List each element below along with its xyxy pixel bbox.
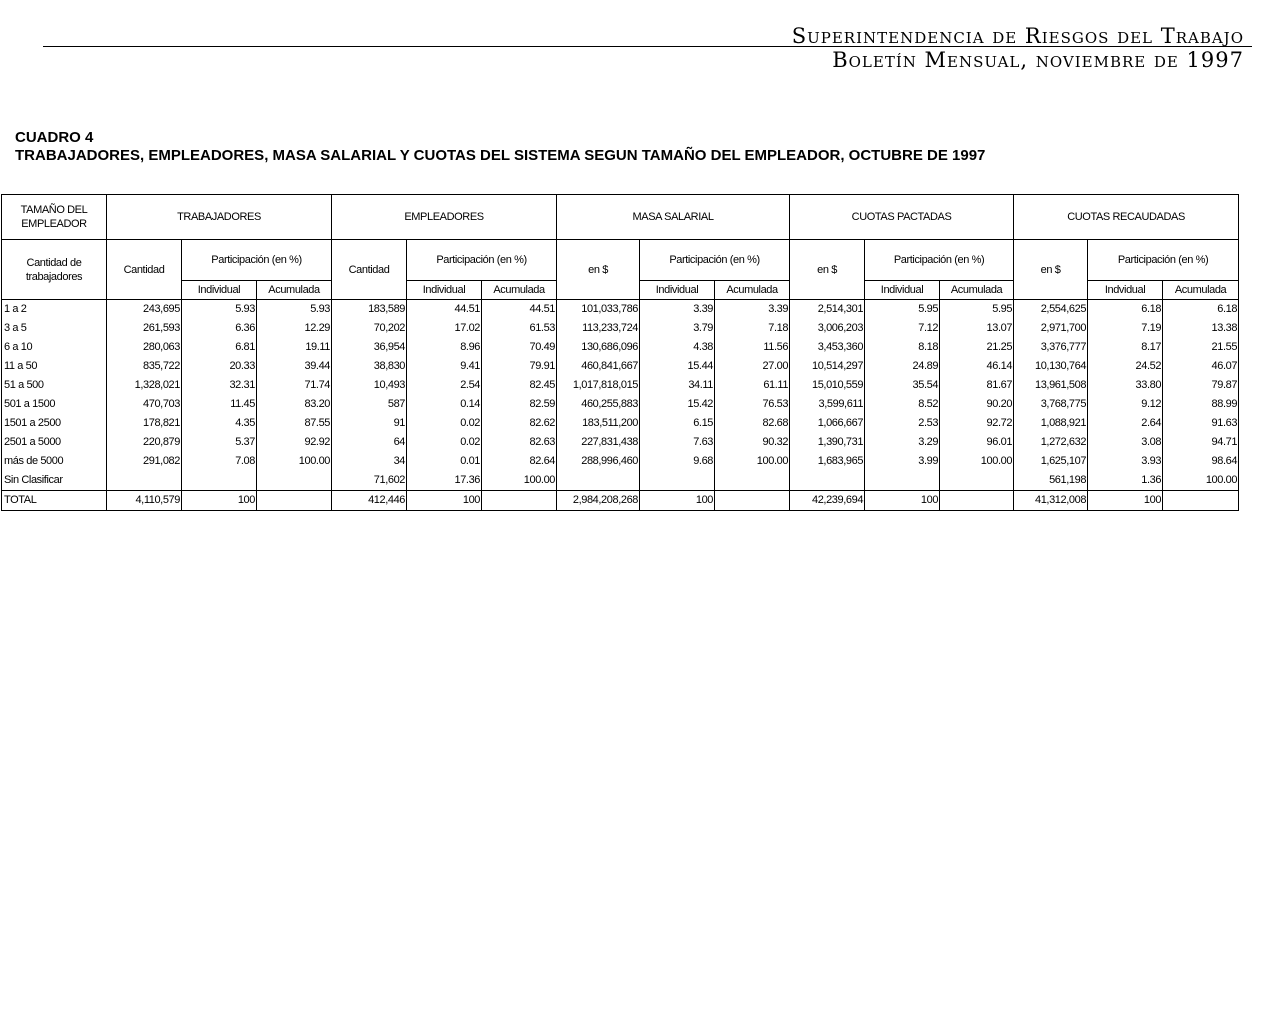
table-cell [107, 471, 182, 491]
data-table [1, 194, 1239, 511]
table-cell: 460,841,667 [557, 357, 640, 376]
table-cell [940, 471, 1014, 491]
table-cell: 17.02 [407, 319, 482, 338]
table-cell: 15,010,559 [790, 376, 865, 395]
table-cell: 19.11 [257, 338, 332, 357]
table-row [2, 300, 1239, 320]
table-cell: 2.64 [1088, 414, 1163, 433]
table-cell: 88.99 [1163, 395, 1239, 414]
table-cell: 100.00 [940, 452, 1014, 471]
header-acumulada: Acumulada [482, 281, 557, 300]
group-header-row [2, 195, 1239, 240]
table-cell: 1,625,107 [1014, 452, 1088, 471]
table-cell [182, 471, 257, 491]
table-cell: 39.44 [257, 357, 332, 376]
header-en-pesos: en $ [790, 240, 865, 300]
table-cell: 280,063 [107, 338, 182, 357]
table-cell: 2.53 [865, 414, 940, 433]
table-cell: 0.02 [407, 433, 482, 452]
row-label: 1 a 2 [2, 300, 107, 320]
table-cell: 6.36 [182, 319, 257, 338]
header-cuotas-pactadas: CUOTAS PACTADAS [790, 195, 1014, 240]
header-cantidad: Cantidad [107, 240, 182, 300]
header-individual: Individual [640, 281, 715, 300]
row-label: más de 5000 [2, 452, 107, 471]
table-cell: 288,996,460 [557, 452, 640, 471]
table-cell: 32.31 [182, 376, 257, 395]
table-cell: 11.56 [715, 338, 790, 357]
table-cell: 5.95 [940, 300, 1014, 320]
table-cell: 561,198 [1014, 471, 1088, 491]
table-cell: 41,312,008 [1014, 491, 1088, 511]
table-cell: 38,830 [332, 357, 407, 376]
header-acumulada: Acumulada [1163, 281, 1239, 300]
header-acumulada: Acumulada [940, 281, 1014, 300]
table-cell: 3.39 [715, 300, 790, 320]
header-en-pesos: en $ [1014, 240, 1088, 300]
table-cell: 470,703 [107, 395, 182, 414]
table-cell: 1,017,818,015 [557, 376, 640, 395]
table-cell: 13.07 [940, 319, 1014, 338]
table-cell [715, 491, 790, 511]
table-cell: 2.54 [407, 376, 482, 395]
row-label: Sin Clasificar [2, 471, 107, 491]
table-row [2, 471, 1239, 491]
table-cell: 36,954 [332, 338, 407, 357]
table-cell: 1,390,731 [790, 433, 865, 452]
header-participacion: Participación (en %) [182, 240, 332, 281]
table-cell: 61.53 [482, 319, 557, 338]
table-cell: 100.00 [1163, 471, 1239, 491]
table-cell: 15.42 [640, 395, 715, 414]
table-cell: 82.62 [482, 414, 557, 433]
table-cell: 3.93 [1088, 452, 1163, 471]
table-cell: 3.79 [640, 319, 715, 338]
table-cell: 9.68 [640, 452, 715, 471]
table-cell: 100.00 [482, 471, 557, 491]
table-cell: 100 [1088, 491, 1163, 511]
table-cell: 9.12 [1088, 395, 1163, 414]
table-cell: 98.64 [1163, 452, 1239, 471]
table-cell: 113,233,724 [557, 319, 640, 338]
header-size: TAMAÑO DEL EMPLEADOR [2, 195, 107, 240]
table-cell: 83.20 [257, 395, 332, 414]
table-cell: 71.74 [257, 376, 332, 395]
table-cell: 87.55 [257, 414, 332, 433]
table-row [2, 452, 1239, 471]
table-cell: 79.87 [1163, 376, 1239, 395]
header-cantidad-trabajadores: Cantidad de trabajadores [2, 240, 107, 300]
table-cell: 3,006,203 [790, 319, 865, 338]
table-cell: 5.93 [182, 300, 257, 320]
table-row [2, 433, 1239, 452]
table-cell: 90.20 [940, 395, 1014, 414]
table-row [2, 395, 1239, 414]
table-cell: 61.11 [715, 376, 790, 395]
table-cell: 4.38 [640, 338, 715, 357]
table-cell: 34.11 [640, 376, 715, 395]
table-cell: 261,593 [107, 319, 182, 338]
header-individual: Individual [182, 281, 257, 300]
header-participacion: Participación (en %) [865, 240, 1014, 281]
table-cell: 82.45 [482, 376, 557, 395]
table-cell: 44.51 [407, 300, 482, 320]
table-cell: 2,984,208,268 [557, 491, 640, 511]
table-cell: 460,255,883 [557, 395, 640, 414]
table-cell [557, 471, 640, 491]
table-cell [640, 471, 715, 491]
table-cell: 13,961,508 [1014, 376, 1088, 395]
table-cell: 94.71 [1163, 433, 1239, 452]
table-cell: 1,683,965 [790, 452, 865, 471]
table-cell: 10,514,297 [790, 357, 865, 376]
table-cell [790, 471, 865, 491]
table-cell: 7.18 [715, 319, 790, 338]
header-acumulada: Acumulada [257, 281, 332, 300]
header-masa-salarial: MASA SALARIAL [557, 195, 790, 240]
table-cell [940, 491, 1014, 511]
table-cell: 0.01 [407, 452, 482, 471]
table-cell: 100 [865, 491, 940, 511]
table-cell: 9.41 [407, 357, 482, 376]
table-cell: 21.25 [940, 338, 1014, 357]
table-cell: 6.15 [640, 414, 715, 433]
row-label: 2501 a 5000 [2, 433, 107, 452]
table-cell: 70.49 [482, 338, 557, 357]
table-cell [257, 471, 332, 491]
table-cell: 10,130,764 [1014, 357, 1088, 376]
table-cell: 8.96 [407, 338, 482, 357]
table-cell: 220,879 [107, 433, 182, 452]
table-cell: 8.17 [1088, 338, 1163, 357]
table-cell [482, 491, 557, 511]
table-cell: 243,695 [107, 300, 182, 320]
total-label: TOTAL [2, 491, 107, 511]
table-title: TRABAJADORES, EMPLEADORES, MASA SALARIAL Y CUOTAS DEL SISTEMA SEGUN TAMAÑO DEL EMPLEADOR, OCTUBRE DE 1997 [15, 147, 986, 164]
header-individual: Individual [407, 281, 482, 300]
table-cell: 3,453,360 [790, 338, 865, 357]
table-cell: 24.89 [865, 357, 940, 376]
table-cell: 7.08 [182, 452, 257, 471]
table-cell [1163, 491, 1239, 511]
table-cell: 100 [182, 491, 257, 511]
table-cell: 5.95 [865, 300, 940, 320]
table-cell: 100.00 [257, 452, 332, 471]
header-en-pesos: en $ [557, 240, 640, 300]
row-label: 501 a 1500 [2, 395, 107, 414]
table-cell: 5.93 [257, 300, 332, 320]
table-cell: 3.99 [865, 452, 940, 471]
table-cell: 3.39 [640, 300, 715, 320]
table-cell: 8.52 [865, 395, 940, 414]
table-cell: 15.44 [640, 357, 715, 376]
table-cell: 178,821 [107, 414, 182, 433]
table-cell: 34 [332, 452, 407, 471]
table-cell: 27.00 [715, 357, 790, 376]
table-cell: 3,768,775 [1014, 395, 1088, 414]
table-row [2, 376, 1239, 395]
table-cell: 42,239,694 [790, 491, 865, 511]
org-name: Superintendencia de Riesgos del Trabajo [791, 24, 1244, 48]
table-cell: 21.55 [1163, 338, 1239, 357]
table-cell: 6.18 [1163, 300, 1239, 320]
table-cell: 2,514,301 [790, 300, 865, 320]
table-cell: 10,493 [332, 376, 407, 395]
table-cell: 81.67 [940, 376, 1014, 395]
table-cell: 24.52 [1088, 357, 1163, 376]
table-cell: 20.33 [182, 357, 257, 376]
table-cell: 82.68 [715, 414, 790, 433]
row-label: 6 a 10 [2, 338, 107, 357]
table-cell: 7.12 [865, 319, 940, 338]
table-row [2, 319, 1239, 338]
table-cell: 82.64 [482, 452, 557, 471]
table-cell: 11.45 [182, 395, 257, 414]
table-cell: 183,511,200 [557, 414, 640, 433]
header-cantidad: Cantidad [332, 240, 407, 300]
table-cell: 5.37 [182, 433, 257, 452]
table-cell: 92.72 [940, 414, 1014, 433]
table-body [2, 300, 1239, 511]
table-cell: 35.54 [865, 376, 940, 395]
header-participacion: Participación (en %) [640, 240, 790, 281]
table-cell: 100 [407, 491, 482, 511]
table-cell [865, 471, 940, 491]
table-cell: 2,971,700 [1014, 319, 1088, 338]
table-cell: 13.38 [1163, 319, 1239, 338]
table-cell: 130,686,096 [557, 338, 640, 357]
bulletin-name: Boletín Mensual, noviembre de 1997 [832, 48, 1244, 72]
table-cell: 1,066,667 [790, 414, 865, 433]
table-cell: 3.08 [1088, 433, 1163, 452]
table-cell: 101,033,786 [557, 300, 640, 320]
table-cell: 64 [332, 433, 407, 452]
table-cell: 4.35 [182, 414, 257, 433]
table-cell: 46.14 [940, 357, 1014, 376]
table-cell [715, 471, 790, 491]
table-cell: 92.92 [257, 433, 332, 452]
header-empleadores: EMPLEADORES [332, 195, 557, 240]
sub-header-row [2, 240, 1239, 281]
header-individual: Individual [865, 281, 940, 300]
table-cell: 8.18 [865, 338, 940, 357]
table-cell: 6.81 [182, 338, 257, 357]
table-cell: 33.80 [1088, 376, 1163, 395]
table-label: CUADRO 4 [15, 129, 94, 146]
header-rule [43, 46, 1252, 47]
table-row [2, 414, 1239, 433]
table-cell: 79.91 [482, 357, 557, 376]
table-cell: 3,599,611 [790, 395, 865, 414]
header-participacion: Participación (en %) [407, 240, 557, 281]
table-cell: 17.36 [407, 471, 482, 491]
table-cell: 1,088,921 [1014, 414, 1088, 433]
table-cell: 183,589 [332, 300, 407, 320]
table-cell: 3.29 [865, 433, 940, 452]
table-row [2, 357, 1239, 376]
row-label: 11 a 50 [2, 357, 107, 376]
table-cell: 1,328,021 [107, 376, 182, 395]
table-cell: 100.00 [715, 452, 790, 471]
table-cell: 3,376,777 [1014, 338, 1088, 357]
table-cell: 6.18 [1088, 300, 1163, 320]
table-cell: 12.29 [257, 319, 332, 338]
table-cell: 46.07 [1163, 357, 1239, 376]
table-cell: 71,602 [332, 471, 407, 491]
table-cell: 91.63 [1163, 414, 1239, 433]
total-row [2, 491, 1239, 511]
table-cell [257, 491, 332, 511]
table-cell: 7.63 [640, 433, 715, 452]
table-cell: 76.53 [715, 395, 790, 414]
row-label: 1501 a 2500 [2, 414, 107, 433]
table-cell: 1,272,632 [1014, 433, 1088, 452]
table-cell: 44.51 [482, 300, 557, 320]
table-cell: 70,202 [332, 319, 407, 338]
table-cell: 835,722 [107, 357, 182, 376]
row-label: 51 a 500 [2, 376, 107, 395]
table-cell: 0.02 [407, 414, 482, 433]
table-cell: 1.36 [1088, 471, 1163, 491]
table-cell: 2,554,625 [1014, 300, 1088, 320]
table-cell: 412,446 [332, 491, 407, 511]
header-acumulada: Acumulada [715, 281, 790, 300]
row-label: 3 a 5 [2, 319, 107, 338]
table-cell: 96.01 [940, 433, 1014, 452]
table-cell: 82.63 [482, 433, 557, 452]
header-participacion: Participación (en %) [1088, 240, 1239, 281]
table-cell: 4,110,579 [107, 491, 182, 511]
table-row [2, 338, 1239, 357]
table-cell: 587 [332, 395, 407, 414]
header-individual: Indvidual [1088, 281, 1163, 300]
table-cell: 0.14 [407, 395, 482, 414]
table-cell: 7.19 [1088, 319, 1163, 338]
table-cell: 90.32 [715, 433, 790, 452]
table-cell: 227,831,438 [557, 433, 640, 452]
table-cell: 100 [640, 491, 715, 511]
header-trabajadores: TRABAJADORES [107, 195, 332, 240]
table-cell: 82.59 [482, 395, 557, 414]
header-cuotas-recaudadas: CUOTAS RECAUDADAS [1014, 195, 1239, 240]
table-cell: 291,082 [107, 452, 182, 471]
table-cell: 91 [332, 414, 407, 433]
